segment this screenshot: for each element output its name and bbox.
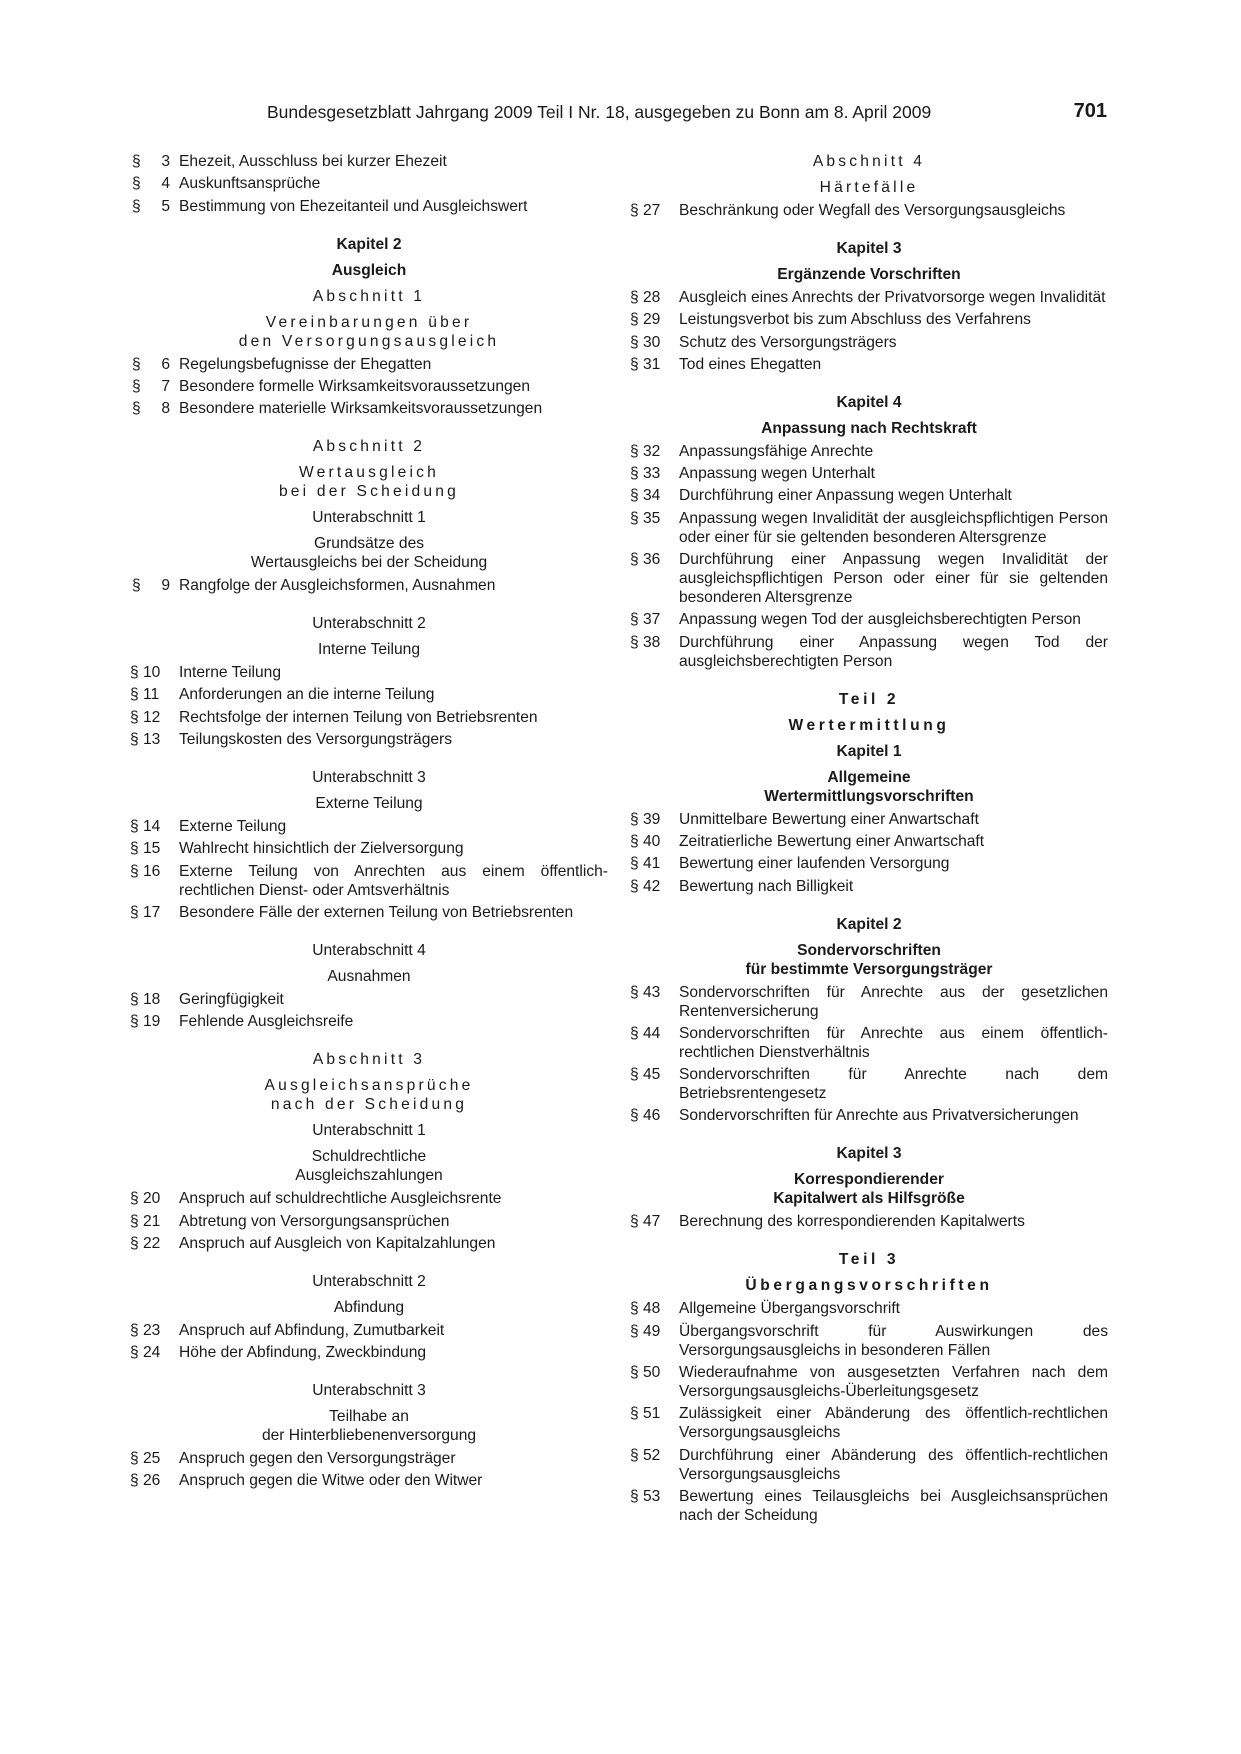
toc-entry: [130, 1449, 608, 1468]
entry-text: Geringfügigkeit: [179, 990, 284, 1008]
section-symbol: §: [132, 175, 141, 193]
toc-entry: [630, 355, 1108, 374]
entry-number: § 29: [630, 311, 661, 329]
subsection-title: Abfindung: [333, 1298, 405, 1316]
entry-number: § 42: [630, 877, 661, 895]
entry-text: Leistungsverbot bis zum Abschluss des Verfahrens: [679, 311, 1031, 329]
toc-entry: [630, 201, 1108, 220]
toc-entry: [630, 1363, 1108, 1401]
entry-number: § 15: [130, 840, 161, 858]
toc-entry: [130, 355, 608, 374]
subsection-heading: Unterabschnitt 2: [312, 615, 426, 633]
subsection-heading: Unterabschnitt 3: [312, 769, 426, 787]
toc-entry: [630, 983, 1108, 1021]
toc-entry: [630, 610, 1108, 629]
entry-number: § 20: [130, 1190, 161, 1208]
entry-number: § 32: [630, 442, 661, 460]
entry-number: § 21: [130, 1212, 161, 1230]
entry-number: § 48: [630, 1300, 661, 1318]
toc-entry: [130, 174, 608, 193]
toc-entry: [630, 1024, 1108, 1062]
entry-number: 6: [161, 355, 170, 373]
section-symbol: §: [132, 577, 141, 595]
entry-text: Sondervorschriften für Anrechte aus der gesetzlichen Rentenversicherung: [679, 983, 1108, 1020]
toc-entry: [130, 1343, 608, 1362]
entry-text: Anspruch auf schuldrechtliche Ausgleichsrente: [179, 1190, 502, 1208]
toc-entry: [630, 1322, 1108, 1360]
toc-entry: [630, 1299, 1108, 1318]
entry-text: Besondere Fälle der externen Teilung von Betriebsrenten: [179, 903, 574, 921]
chapter-heading: Kapitel 1: [836, 742, 902, 760]
entry-number: § 23: [130, 1321, 161, 1339]
entry-number: 3: [161, 153, 170, 170]
running-title: Bundesgesetzblatt Jahrgang 2009 Teil I Nr. 18, ausgegeben zu Bonn am 8. April 2009: [267, 102, 932, 122]
section-title: Vereinbarungen über: [265, 313, 473, 331]
toc-entry: [130, 1012, 608, 1031]
chapter-title: für bestimmte Versorgungsträger: [745, 960, 993, 978]
toc-entry: [130, 399, 608, 418]
entry-text: Berechnung des korrespondierenden Kapitalwerts: [679, 1213, 1025, 1231]
entry-text: Durchführung einer Anpassung wegen Unterhalt: [679, 487, 1012, 505]
entry-text: Auskunftsansprüche: [179, 175, 321, 193]
subsection-title: Externe Teilung: [315, 795, 423, 813]
subsection-title: Teilhabe an: [329, 1408, 409, 1426]
entry-number: § 31: [630, 355, 661, 373]
entry-text: Interne Teilung: [179, 664, 282, 682]
section-symbol: §: [132, 153, 141, 170]
entry-text: Zulässigkeit einer Abänderung des öffentlich-rechtlichen Versorgungsausgleichs: [679, 1405, 1108, 1442]
chapter-title: Ausgleich: [331, 261, 407, 279]
section-symbol: §: [132, 400, 141, 418]
toc-entry: [630, 854, 1108, 873]
page-number: 701: [1073, 100, 1107, 122]
entry-text: Allgemeine Übergangsvorschrift: [679, 1300, 901, 1318]
entry-number: § 44: [630, 1024, 661, 1042]
toc-entry: [630, 1487, 1108, 1525]
entry-text: Anpassungsfähige Anrechte: [679, 442, 874, 460]
part-title: Übergangsvorschriften: [745, 1277, 993, 1295]
subsection-heading: Unterabschnitt 3: [312, 1382, 426, 1400]
subsection-heading: Unterabschnitt 1: [312, 1122, 426, 1140]
entry-number: § 14: [130, 818, 161, 836]
toc-entry: [630, 877, 1108, 896]
entry-number: § 10: [130, 664, 161, 682]
toc-entry: [130, 685, 608, 704]
toc-entry: [630, 810, 1108, 829]
entry-text: Durchführung einer Anpassung wegen Invalidität der ausgleichspflichtigen Person oder einer für sie geltenden besonderen Altersgrenze: [679, 551, 1108, 607]
toc-entry: [630, 442, 1108, 461]
chapter-title: Allgemeine: [827, 768, 911, 786]
entry-number: § 50: [630, 1364, 661, 1382]
toc-entry: [630, 1065, 1108, 1103]
toc-entry: [130, 817, 608, 836]
section-title: bei der Scheidung: [278, 483, 460, 501]
entry-text: Anpassung wegen Unterhalt: [679, 465, 875, 483]
chapter-title: Sondervorschriften: [797, 941, 941, 959]
right-column: [630, 152, 1108, 1528]
chapter-title: Anpassung nach Rechtskraft: [761, 419, 977, 437]
entry-text: Durchführung einer Abänderung des öffentlich-rechtlichen Versorgungsausgleichs: [679, 1446, 1108, 1483]
toc-entry: [130, 1471, 608, 1490]
entry-text: Abtretung von Versorgungsansprüchen: [179, 1212, 450, 1230]
toc-entry: [130, 377, 608, 396]
entry-text: Anspruch auf Abfindung, Zumutbarkeit: [179, 1321, 445, 1339]
entry-text: Sondervorschriften für Anrechte nach dem Betriebsrentengesetz: [679, 1066, 1108, 1103]
entry-text: Beschränkung oder Wegfall des Versorgungsausgleichs: [679, 202, 1066, 219]
entry-text: Bewertung eines Teilausgleichs bei Ausgleichsansprüchen nach der Scheidung: [679, 1487, 1108, 1524]
part-title: Wertermittlung: [788, 716, 950, 734]
entry-text: Bewertung nach Billigkeit: [679, 877, 854, 895]
toc-entry: [630, 1446, 1108, 1484]
subsection-title: Interne Teilung: [317, 641, 420, 659]
entry-text: Anspruch gegen den Versorgungsträger: [179, 1450, 456, 1468]
entry-number: § 26: [130, 1472, 161, 1490]
section-heading: Abschnitt 3: [312, 1051, 426, 1069]
section-symbol: §: [132, 377, 141, 395]
entry-text: Höhe der Abfindung, Zweckbindung: [179, 1344, 427, 1362]
toc-entry: [130, 1189, 608, 1208]
entry-number: § 52: [630, 1446, 661, 1464]
toc-entry: [630, 464, 1108, 483]
subsection-heading: Unterabschnitt 1: [312, 509, 426, 527]
entry-text: Bewertung einer laufenden Versorgung: [679, 855, 950, 873]
subsection-title: Wertausgleichs bei der Scheidung: [250, 554, 488, 572]
entry-number: 7: [161, 377, 170, 395]
section-title: Härtefälle: [819, 179, 919, 196]
subsection-title: Schuldrechtliche: [311, 1148, 427, 1166]
toc-entry: [630, 550, 1108, 607]
section-heading: Abschnitt 4: [812, 153, 926, 170]
entry-number: § 39: [630, 810, 661, 828]
entry-number: § 24: [130, 1344, 161, 1362]
entry-number: § 53: [630, 1487, 661, 1505]
entry-number: § 27: [630, 202, 661, 219]
entry-number: § 12: [130, 708, 161, 726]
left-column: [130, 152, 608, 1494]
entry-text: Tod eines Ehegatten: [679, 355, 822, 373]
chapter-title: Korrespondierender: [794, 1171, 944, 1189]
entry-number: § 18: [130, 990, 161, 1008]
chapter-heading: Kapitel 2: [836, 915, 902, 933]
entry-number: § 28: [630, 289, 661, 306]
chapter-title: Wertermittlungsvorschriften: [764, 787, 974, 805]
subsection-title: Grundsätze des: [313, 535, 425, 553]
entry-number: 9: [161, 577, 170, 595]
section-title: Ausgleichsansprüche: [264, 1077, 474, 1095]
entry-number: § 17: [130, 903, 161, 921]
entry-number: § 13: [130, 731, 161, 749]
entry-number: § 16: [130, 862, 161, 880]
entry-text: Regelungsbefugnisse der Ehegatten: [179, 355, 432, 373]
chapter-title: Kapitalwert als Hilfsgröße: [773, 1190, 965, 1208]
part-heading: Teil 2: [838, 690, 900, 708]
entry-text: Zeitratierliche Bewertung einer Anwartschaft: [679, 832, 985, 850]
toc-entry: [630, 288, 1108, 307]
entry-text: Durchführung einer Anpassung wegen Tod der ausgleichsberechtigten Person: [679, 633, 1108, 670]
toc-entry: [130, 1212, 608, 1231]
section-title: den Versorgungsausgleich: [238, 332, 500, 350]
entry-text: Externe Teilung von Anrechten aus einem öffentlich-rechtlichen Dienst- oder Amtsverhältnis: [179, 862, 608, 899]
page-header: [267, 100, 1107, 126]
chapter-heading: Kapitel 2: [336, 235, 402, 253]
entry-number: 8: [161, 400, 170, 418]
toc-entry: [630, 633, 1108, 671]
toc-entry: [130, 152, 608, 171]
entry-text: Anpassung wegen Invalidität der ausgleichspflichtigen Person oder einer für sie geltenden besonderen Altersgrenze: [679, 509, 1108, 546]
section-title: nach der Scheidung: [270, 1096, 468, 1114]
toc-entry: [130, 990, 608, 1009]
entry-text: Unmittelbare Bewertung einer Anwartschaft: [679, 810, 979, 828]
subsection-title: Ausgleichszahlungen: [295, 1167, 443, 1185]
entry-text: Rechtsfolge der internen Teilung von Betriebsrenten: [179, 708, 538, 726]
entry-text: Besondere materielle Wirksamkeitsvoraussetzungen: [179, 400, 543, 418]
subsection-heading: Unterabschnitt 4: [312, 941, 426, 959]
entry-number: § 45: [630, 1066, 661, 1084]
toc-entry: [130, 903, 608, 922]
entry-text: Wahlrecht hinsichtlich der Zielversorgung: [179, 840, 464, 858]
entry-number: § 51: [630, 1405, 661, 1423]
section-title: Wertausgleich: [298, 464, 440, 482]
entry-number: § 46: [630, 1107, 661, 1125]
entry-text: Rangfolge der Ausgleichsformen, Ausnahmen: [179, 577, 496, 595]
entry-text: Anforderungen an die interne Teilung: [179, 686, 435, 704]
section-heading: Abschnitt 2: [312, 438, 426, 456]
entry-number: 4: [161, 175, 170, 193]
entry-number: § 30: [630, 333, 661, 351]
part-heading: Teil 3: [838, 1251, 900, 1269]
toc-entry: [130, 197, 608, 216]
chapter-heading: Kapitel 3: [836, 240, 902, 257]
toc-entry: [630, 832, 1108, 851]
toc-entry: [130, 839, 608, 858]
subsection-title: der Hinterbliebenenversorgung: [261, 1427, 477, 1445]
entry-text: Anspruch gegen die Witwe oder den Witwer: [179, 1472, 483, 1490]
entry-number: § 19: [130, 1013, 161, 1031]
entry-number: 5: [161, 197, 170, 215]
entry-text: Teilungskosten des Versorgungsträgers: [179, 731, 453, 749]
chapter-heading: Kapitel 4: [836, 393, 902, 411]
subsection-heading: Unterabschnitt 2: [312, 1272, 426, 1290]
toc-entry: [130, 730, 608, 749]
section-symbol: §: [132, 355, 141, 373]
entry-text: Schutz des Versorgungsträgers: [679, 333, 897, 351]
toc-entry: [130, 862, 608, 900]
entry-number: § 49: [630, 1322, 661, 1340]
toc-entry: [630, 333, 1108, 352]
toc-entry: [130, 1321, 608, 1340]
entry-text: Sondervorschriften für Anrechte aus Privatversicherungen: [679, 1107, 1079, 1125]
entry-text: Anpassung wegen Tod der ausgleichsberechtigten Person: [679, 611, 1081, 629]
entry-number: § 37: [630, 611, 661, 629]
toc-entry: [630, 1404, 1108, 1442]
entry-number: § 38: [630, 633, 661, 651]
entry-number: § 43: [630, 983, 661, 1001]
entry-number: § 25: [130, 1450, 161, 1468]
entry-text: Sondervorschriften für Anrechte aus einem öffentlich-rechtlichen Dienstverhältnis: [679, 1024, 1108, 1061]
toc-entry: [630, 509, 1108, 547]
toc-entry: [130, 708, 608, 727]
section-heading: Abschnitt 1: [312, 287, 426, 305]
entry-text: Ehezeit, Ausschluss bei kurzer Ehezeit: [179, 153, 447, 170]
entry-number: § 33: [630, 465, 661, 483]
entry-text: Ausgleich eines Anrechts der Privatvorsorge wegen Invalidität: [679, 289, 1106, 306]
toc-entry: [130, 1234, 608, 1253]
entry-text: Anspruch auf Ausgleich von Kapitalzahlungen: [179, 1234, 496, 1252]
entry-number: § 22: [130, 1234, 161, 1252]
entry-text: Fehlende Ausgleichsreife: [179, 1013, 354, 1031]
entry-text: Besondere formelle Wirksamkeitsvoraussetzungen: [179, 377, 531, 395]
toc-entry: [630, 486, 1108, 505]
entry-number: § 41: [630, 855, 661, 873]
toc-entry: [630, 310, 1108, 329]
toc-entry: [630, 1106, 1108, 1125]
toc-entry: [130, 663, 608, 682]
entry-text: Externe Teilung: [179, 818, 287, 836]
toc-entry: [630, 1212, 1108, 1231]
section-symbol: §: [132, 197, 141, 215]
entry-number: § 34: [630, 487, 661, 505]
chapter-title: Ergänzende Vorschriften: [777, 266, 961, 283]
chapter-heading: Kapitel 3: [836, 1145, 902, 1163]
entry-text: Übergangsvorschrift für Auswirkungen des Versorgungsausgleichs in besonderen Fällen: [679, 1322, 1108, 1359]
entry-number: § 35: [630, 509, 661, 527]
entry-number: § 36: [630, 551, 661, 569]
entry-text: Wiederaufnahme von ausgesetzten Verfahren nach dem Versorgungsausgleichs-Überleitungsgesetz: [679, 1364, 1108, 1401]
toc-entry: [130, 576, 608, 595]
entry-number: § 47: [630, 1213, 661, 1231]
entry-number: § 11: [130, 686, 160, 704]
entry-text: Bestimmung von Ehezeitanteil und Ausgleichswert: [179, 197, 528, 215]
entry-number: § 40: [630, 832, 661, 850]
subsection-title: Ausnahmen: [327, 967, 411, 985]
